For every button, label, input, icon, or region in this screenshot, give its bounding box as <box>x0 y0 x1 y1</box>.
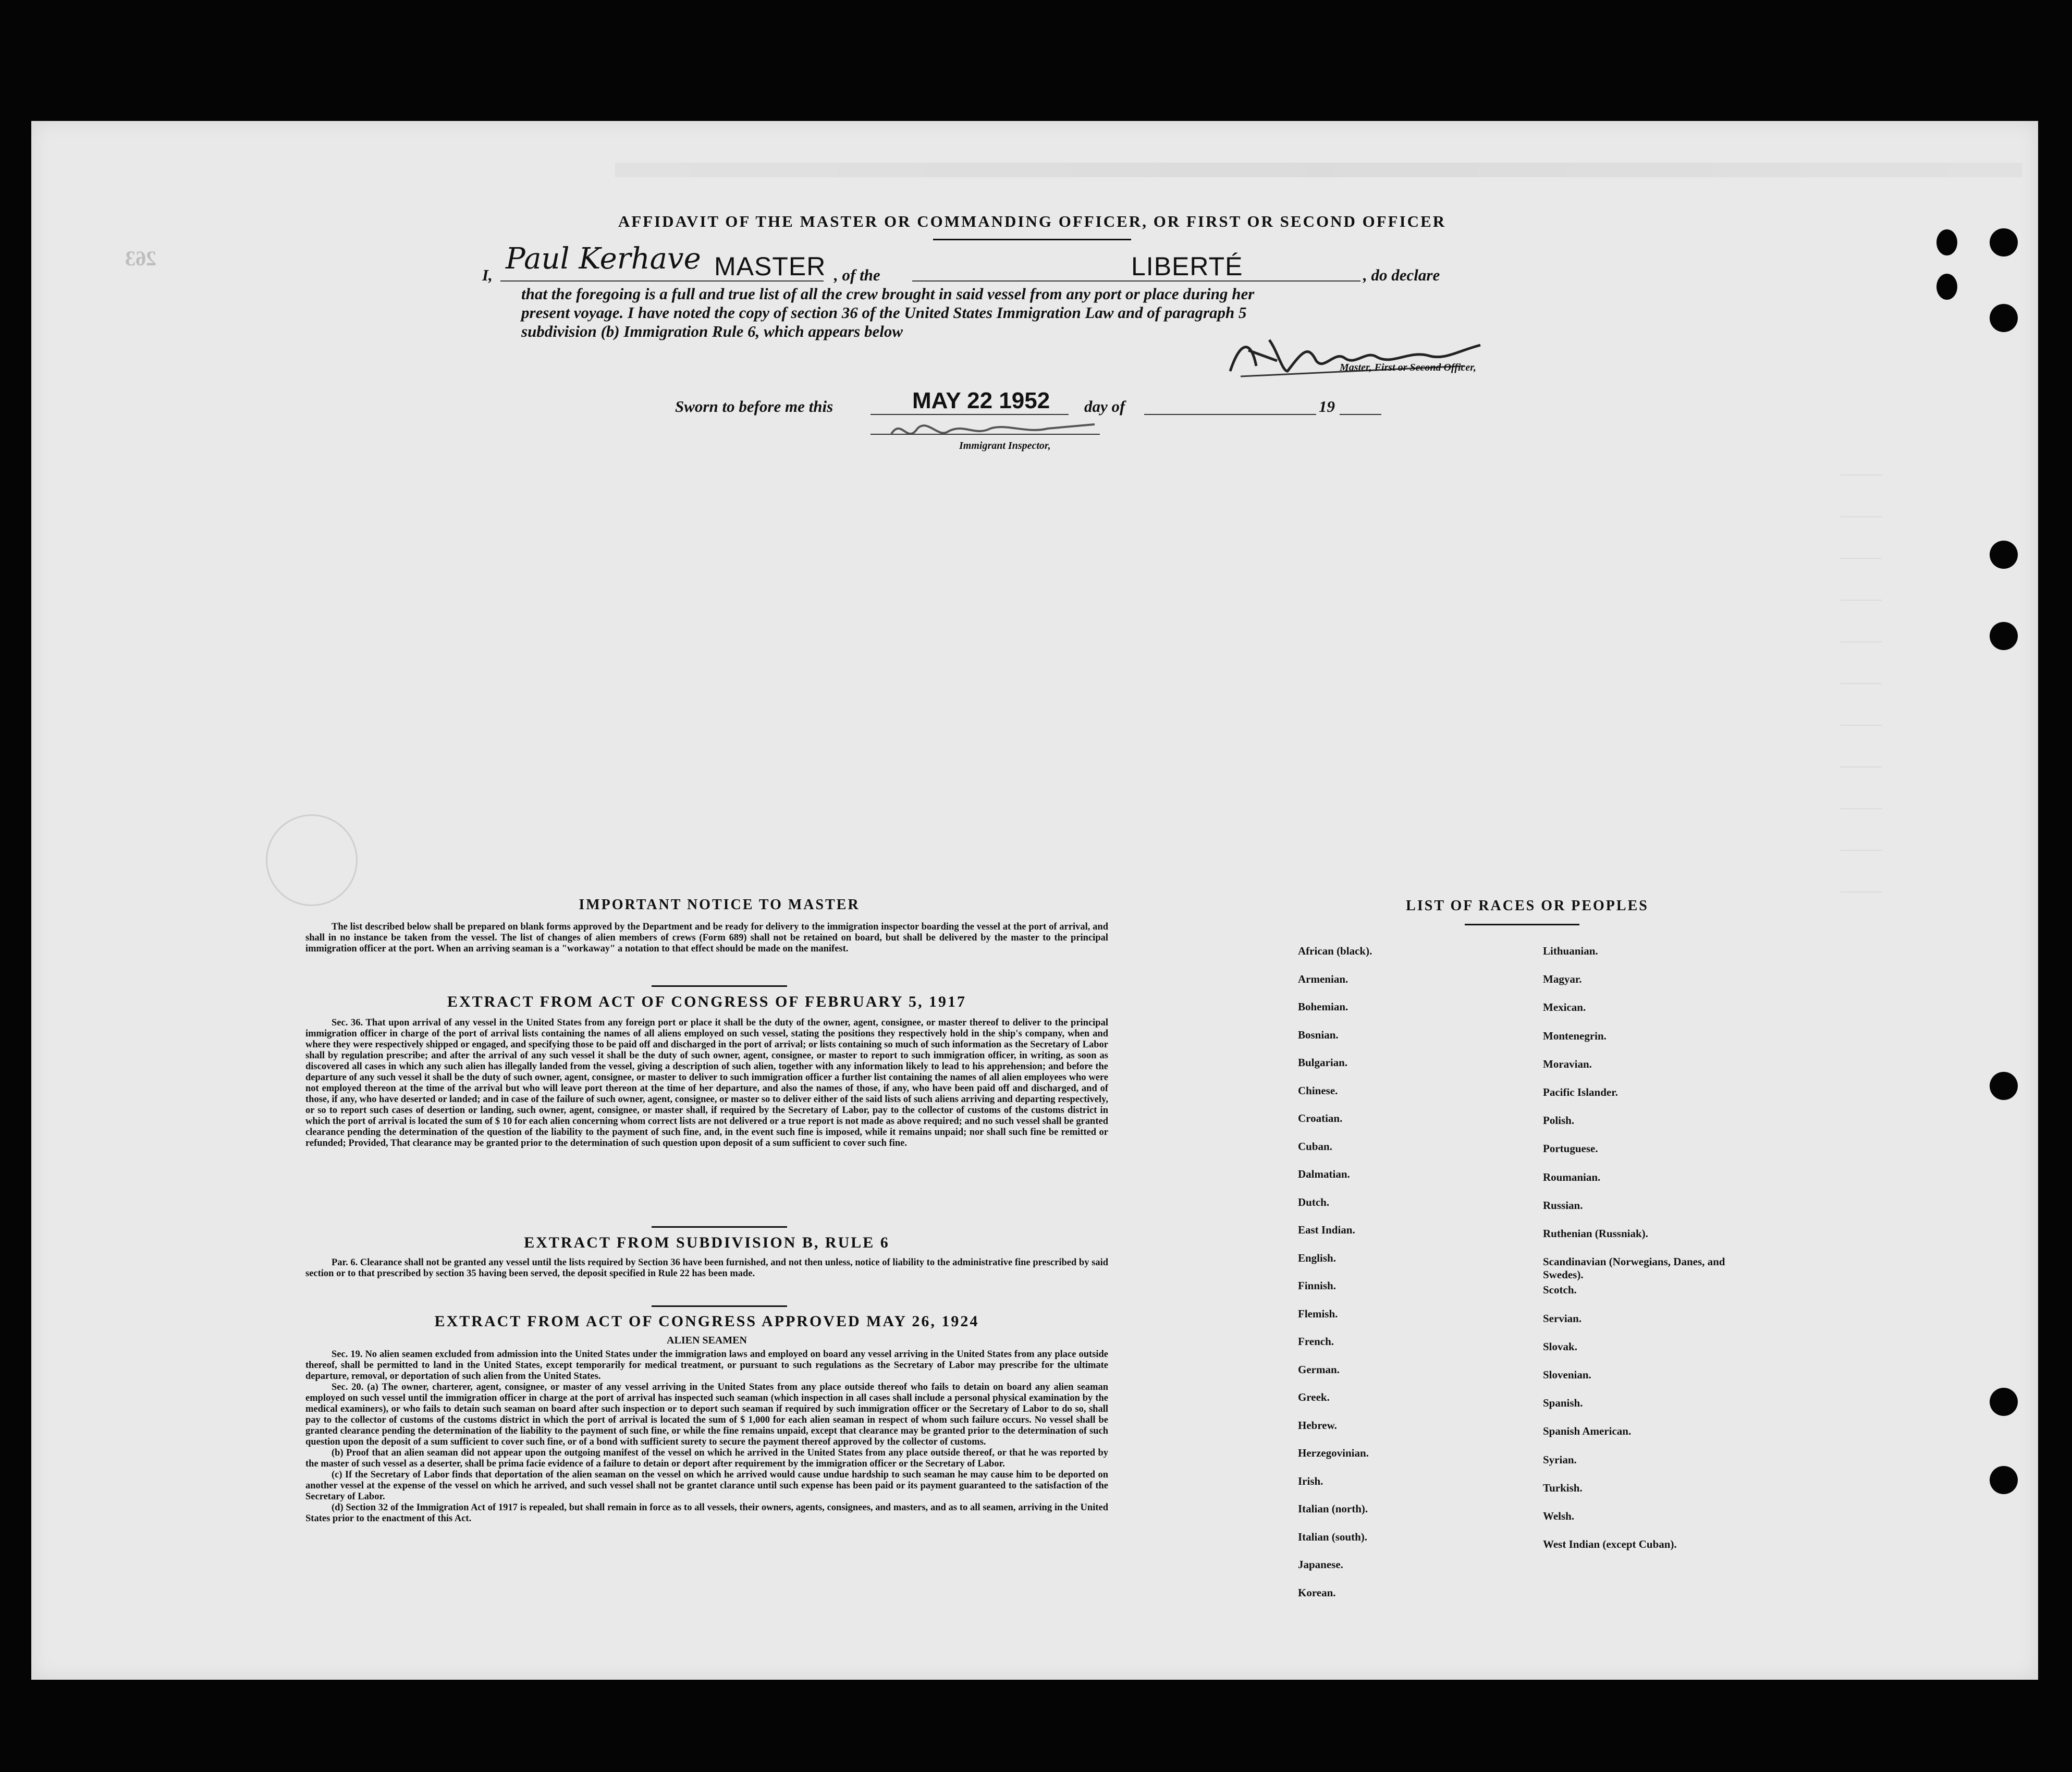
title-rule <box>933 239 1131 240</box>
bleed-through-table: —————— —————— —————— —————— —————— —————— —————— —————— —————— —————— —————— <box>1840 469 1882 899</box>
sec20b-paragraph: (b) Proof that an alien seaman did not appear upon the outgoing manifest of the vessel on which he arrived in the United States from any place outside thereof, or that he was reported by the master of such vessel as a deserter, shall be prima facie evidence of a failure to detain or deport after requirement by the immigration officer or the Secretary of Labor. <box>305 1448 1108 1469</box>
affidavit-line2: that the foregoing is a full and true list of all the crew brought in said vessel from any port or place during her <box>521 285 1255 303</box>
extract-1917-text <box>305 1018 1108 1149</box>
notice-title: IMPORTANT NOTICE TO MASTER <box>579 897 860 913</box>
punch-hole <box>1990 1072 2018 1100</box>
affidavit-title: AFFIDAVIT OF THE MASTER OR COMMANDING OFFICER, OR FIRST OR SECOND OFFICER <box>618 212 1446 230</box>
inspector-line <box>871 434 1100 435</box>
rule6-title: EXTRACT FROM SUBDIVISION B, RULE 6 <box>524 1234 890 1251</box>
extract-1917-rule <box>652 1226 787 1228</box>
punch-hole <box>1990 304 2018 332</box>
race-item: Polish. <box>1543 1114 1575 1127</box>
race-item: Dutch. <box>1298 1195 1330 1208</box>
officer-signature <box>1220 329 1491 387</box>
punch-hole <box>1990 228 2018 256</box>
race-item: Armenian. <box>1298 972 1348 985</box>
year-prefix: 19 <box>1319 397 1335 415</box>
race-item: English. <box>1298 1251 1336 1264</box>
race-item: Flemish. <box>1298 1307 1338 1320</box>
race-item: Italian (south). <box>1298 1530 1368 1543</box>
punch-hole-partial <box>1936 274 1957 300</box>
race-item: Slovak. <box>1543 1340 1577 1353</box>
race-item: West Indian (except Cuban). <box>1543 1538 1677 1551</box>
race-item: Pacific Islander. <box>1543 1086 1618 1098</box>
extract-1924-title: EXTRACT FROM ACT OF CONGRESS APPROVED MAY 26, 1924 <box>434 1313 979 1330</box>
of-the-text: , of the <box>834 266 880 284</box>
race-item: East Indian. <box>1298 1224 1355 1236</box>
sec20c-paragraph: (c) If the Secretary of Labor finds that deportation of the alien seaman on the vessel on which he arrived would cause undue hardship to such seaman he may cause him to be deported on another vessel at the expense of the vessel on which he arrived, and such vessel shall not be grantet clarance until such expense has been paid or its payment guaranteed to the satisfaction of the Secretary of Labor. <box>305 1470 1108 1502</box>
race-item: Lithuanian. <box>1543 945 1598 957</box>
punch-hole <box>1990 1388 2018 1416</box>
affidavit-line4: subdivision (b) Immigration Rule 6, which appears below <box>521 322 903 340</box>
sec19-paragraph: Sec. 19. No alien seamen excluded from admission into the United States under the immigration laws and employed on board any vessel arriving in the United States from any place outside thereof, shall be permitted to land in the United States, except temporarily for medical treatment, or pursuant to such regulations as the Secretary of Labor may prescribe for the ultimate departure, removal, or deportation of such alien from the United States. <box>305 1349 1108 1382</box>
sworn-date-stamp: MAY 22 1952 <box>912 388 1050 413</box>
race-item: Bulgarian. <box>1298 1056 1348 1069</box>
faded-stamp <box>266 814 358 906</box>
races-rule <box>1465 924 1579 925</box>
race-item: Hebrew. <box>1298 1419 1337 1432</box>
affidavit-i: I, <box>482 266 493 284</box>
master-word: MASTER <box>714 252 826 281</box>
race-item: Spanish. <box>1543 1397 1583 1410</box>
race-item: Russian. <box>1543 1199 1583 1212</box>
race-item: Greek. <box>1298 1391 1330 1403</box>
punch-hole <box>1990 622 2018 650</box>
margin-number: 263 <box>125 247 156 270</box>
race-item: Scandinavian (Norwegians, Danes, and Swedes). <box>1543 1255 1725 1281</box>
race-item: Portuguese. <box>1543 1142 1598 1155</box>
extract-1924-text <box>305 1349 1108 1524</box>
sec20d-paragraph: (d) Section 32 of the Immigration Act of 1917 is repealed, but shall remain in force as to all vessels, their owners, agents, consignees, and masters, and as to all seamen, arriving in the United States prior to the enactment of this Act. <box>305 1502 1108 1524</box>
race-item: Chinese. <box>1298 1084 1338 1097</box>
race-item: Finnish. <box>1298 1279 1336 1292</box>
day-of-text: day of <box>1084 397 1125 415</box>
rule6-rule <box>652 1305 787 1307</box>
race-item: Herzegovinian. <box>1298 1447 1369 1459</box>
race-item: French. <box>1298 1335 1334 1348</box>
bleed-through-header <box>615 163 2022 177</box>
race-item: Spanish American. <box>1543 1425 1632 1438</box>
document-page <box>31 121 2038 1680</box>
race-item: German. <box>1298 1363 1340 1376</box>
race-item: Turkish. <box>1543 1481 1583 1494</box>
punch-hole <box>1990 541 2018 569</box>
year-line <box>1340 414 1381 415</box>
extract-1917-title: EXTRACT FROM ACT OF CONGRESS OF FEBRUARY 5, 1917 <box>447 993 967 1010</box>
sec36-paragraph: Sec. 36. That upon arrival of any vessel in the United States from any foreign port or place it shall be the duty of the owner, agent, consignee, or master thereof to deliver to the principal immigration officer in charge of the port of arrival lists containing the names of all aliens employed on such vessel, stating the positions they respectively hold in the ship's company, when and where they were respectively shipped or engaged, and specifying those to be paid off and discharged in the port of arrival; or lists containing so much of such information as the Secretary of Labor shall by regulation prescribe; and after the arrival of any such vessel it shall be the duty of such owner, agent, consignee, or master to report to such immigration officer, in writing, as soon as discovered all cases in which any such alien has illegally landed from the vessel, giving a description of such alien, together with any information likely to lead to his apprehension; and before the departure of any such vessel it shall be the duty of such owner, agent, consignee, or master to deliver to such immigration officer a further list containing the names of all alien employees who were not employed thereon at the time of the arrival but who will leave port thereon at the time of her departure, and also the names of those, if any, who have been paid off and discharged, and of those, if any, who have deserted or landed; and in case of the failure of such owner, agent, consignee, or master so to deliver either of the said lists of such aliens arriving and departing respectively, or so to report such cases of desertion or landing, such owner, agent, consignee, or master shall, if required by the Secretary of Labor, pay to the collector of customs of the customs district in which the port of arrival is located the sum of $ 10 for each alien concerning whom correct lists are not delivered or a true report is not made as above required; and no such vessel shall be granted clearance pending the determination of the question of the liability to the payment of such fine, and, in the event such fine is imposed, while it remains unpaid; nor shall such fine be remitted or refunded; Provided, That clearance may be granted prior to the determination of such question upon deposit of a sum sufficient to cover such fine. <box>305 1018 1108 1148</box>
race-item: Magyar. <box>1543 973 1582 986</box>
master-signature-name: Paul Kerhave <box>506 242 701 276</box>
race-item: Irish. <box>1298 1474 1323 1487</box>
race-item: Roumanian. <box>1543 1170 1601 1183</box>
race-item: African (black). <box>1298 945 1372 957</box>
sworn-prefix: Sworn to before me this <box>675 397 833 415</box>
race-item: Slovenian. <box>1543 1368 1591 1381</box>
race-item: Dalmatian. <box>1298 1168 1350 1180</box>
month-line <box>1144 414 1316 415</box>
notice-rule <box>652 985 787 987</box>
race-item: Ruthenian (Russniak). <box>1543 1227 1648 1240</box>
notice-paragraph: The list described below shall be prepared on blank forms approved by the Department and be ready for delivery to the immigration inspector boarding the vessel at the port of arrival, and shall in no instance be taken from the vessel. The list of changes of alien members of crews (Form 689) shall not be retained on board, but shall be delivered by the master to the principal immigration officer at the port. When an arriving seaman is a "workaway" a notation to that effect should be made on the manifest. <box>305 922 1108 954</box>
race-item: Welsh. <box>1543 1510 1575 1522</box>
affidavit-line3: present voyage. I have noted the copy of section 36 of the United States Immigration Law and of paragraph 5 <box>521 303 1247 322</box>
race-item: Scotch. <box>1543 1284 1577 1297</box>
race-item: Mexican. <box>1543 1001 1586 1014</box>
rule6-text <box>305 1257 1108 1279</box>
race-item: Moravian. <box>1543 1057 1592 1070</box>
race-item: Bohemian. <box>1298 1000 1348 1013</box>
race-item: Bosnian. <box>1298 1028 1339 1041</box>
race-item: Korean. <box>1298 1586 1336 1599</box>
race-item: Italian (north). <box>1298 1502 1368 1515</box>
vessel-name: LIBERTÉ <box>1131 252 1243 281</box>
race-item: Cuban. <box>1298 1140 1332 1153</box>
race-item: Servian. <box>1543 1312 1582 1325</box>
inspector-label: Immigrant Inspector, <box>959 440 1051 451</box>
do-declare-text: , do declare <box>1363 266 1440 284</box>
race-item: Croatian. <box>1298 1112 1343 1125</box>
sec20a-paragraph: Sec. 20. (a) The owner, charterer, agent, consignee, or master of any vessel arriving in the United States from any place outside thereof who fails to detain on board any alien seaman employed on such vessel until the immigration officer in charge at the port of arrival has inspected such seaman (which inspection in all cases shall include a personal physical examination by the medical examiners), or who fails to detain such seaman on board after such inspection or to deport such seaman if required by such immigration officer or the Secretary of Labor to do so, shall pay to the collector of customs of the customs district in which the port of arrival is located the sum of $ 1,000 for each alien seaman in respect of whom such failure occurs. No vessel shall be granted clearance pending the determination of the liability to the payment of such fine, or while the fine remains unpaid, except that clearance may be granted prior to the determination of such question upon the deposit of a sum sufficient to cover such fine, or of a bond with sufficient surety to secure the payment thereof approved by the collector of customs. <box>305 1382 1108 1447</box>
notice-text <box>305 922 1108 955</box>
officer-label: Master, First or Second Officer, <box>1340 362 1476 373</box>
race-item: Montenegrin. <box>1543 1029 1607 1042</box>
race-item: Japanese. <box>1298 1558 1343 1571</box>
races-title: LIST OF RACES OR PEOPLES <box>1406 898 1649 914</box>
punch-hole-partial <box>1936 229 1957 255</box>
alien-seamen-subtitle: ALIEN SEAMEN <box>667 1335 747 1346</box>
punch-hole <box>1990 1466 2018 1494</box>
race-item: Syrian. <box>1543 1453 1577 1466</box>
par6-paragraph: Par. 6. Clearance shall not be granted any vessel until the lists required by Section 36 have been furnished, and not then unless, notice of liability to the administrative fine prescribed by said section or to that prescribed by section 35 having been served, the deposit specified in Rule 22 has been made. <box>305 1257 1108 1279</box>
